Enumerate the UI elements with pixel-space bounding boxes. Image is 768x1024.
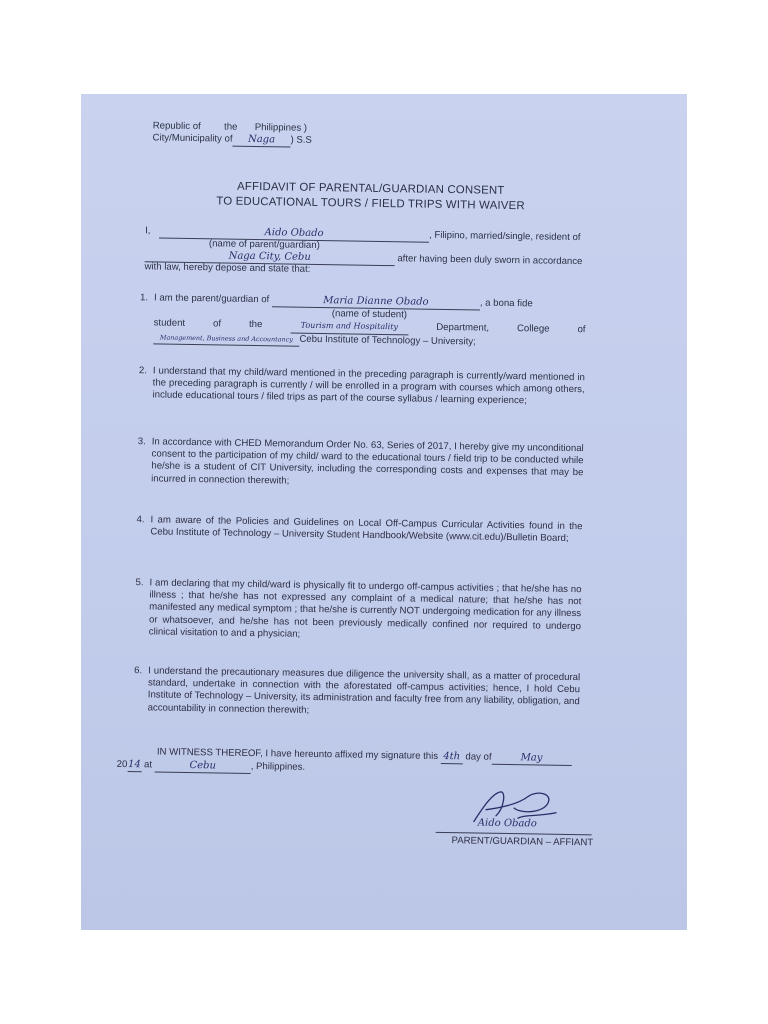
- intro-paragraph: [144, 225, 590, 280]
- document-photo: [81, 94, 687, 930]
- item-text: I understand the precautionary measures due diligence the university shall, as a matter of procedural standard, undertake in connection with the aforestated off-campus activities; hence, I hold Cebu Institute of Technology – University, its administration and faculty free from any liability, obligation, and accountability in connection therewith;: [147, 665, 581, 716]
- list-item: [139, 292, 586, 351]
- witness-clause: [117, 746, 582, 780]
- item-number: 4.: [136, 514, 145, 526]
- residence-value: Naga City, Cebu: [145, 249, 395, 266]
- affidavit-title: [145, 178, 595, 215]
- of-label-2: of: [577, 324, 586, 336]
- item-text: I understand that my child/ward mentioned in the preceding paragraph is currently/ward mentioned in the preceding paragraph is currently / will be enrolled in a program with courses which among others, include educational tours / filed trips as part of the course syllabus / learning experience;: [152, 365, 585, 407]
- department-label: Department,: [436, 322, 490, 335]
- ss-label: ) S.S: [290, 134, 312, 147]
- venue-header: [152, 120, 352, 149]
- month-value: May: [491, 752, 571, 766]
- year-value: 14: [127, 759, 141, 772]
- list-item: [134, 665, 581, 721]
- witness-text: IN WITNESS THEREOF, I have hereunto affixed my signature this: [156, 746, 439, 762]
- the-label: the: [224, 121, 238, 133]
- list-item: [138, 365, 585, 408]
- student-caption: (name of student): [331, 308, 408, 321]
- day-label: day of: [465, 751, 492, 763]
- signature-name: Aido Obado: [477, 817, 537, 830]
- republic-label: Republic of: [152, 120, 201, 133]
- item-number: 3.: [137, 436, 146, 448]
- title-line-2: TO EDUCATIONAL TOURS / FIELD TRIPS WITH WAIVER: [216, 195, 525, 213]
- law-text: with law, hereby depose and state that:: [144, 261, 311, 275]
- item-number: 5.: [135, 577, 144, 589]
- sworn-text: after having been duly sworn in accordance: [397, 253, 583, 268]
- list-item: [137, 436, 584, 492]
- student-name: Maria Dianne Obado: [272, 294, 480, 310]
- item-text: I am declaring that my child/ward is physically fit to undergo off-campus activities ; that he/she has no illness ; that he/she has not expressed any complaint of a medical nature; that he/she has not manifested any medical symptom ; that he/she is currently NOT undergoing medication for any illness or whatsoever, and he/she has not been previously medically confined nor required to undergo clinical visitation to and a physician;: [148, 577, 582, 640]
- signature-block: [436, 795, 596, 849]
- country-label: Philippines ): [254, 121, 308, 134]
- country-text: , Philippines.: [250, 761, 306, 774]
- bona-fide-text: , a bona fide: [479, 297, 533, 310]
- parent-caption: (name of parent/guardian): [208, 238, 320, 252]
- item-number: 6.: [134, 665, 143, 677]
- item-text: I am aware of the Policies and Guidelines on Local Off-Campus Curricular Activities found in the Cebu Institute of Technology – University Student Handbook/Website (www.cit.edu)/Bulletin Board;: [150, 514, 583, 545]
- signature-caption: PARENT/GUARDIAN – AFFIANT: [451, 835, 594, 849]
- at-label: at: [143, 759, 153, 771]
- affidavit-sheet: [81, 94, 687, 930]
- place-value: Cebu: [155, 760, 251, 775]
- student-label: student: [153, 317, 186, 330]
- i-label: I,: [145, 225, 151, 237]
- list-item: [136, 514, 583, 545]
- college-value: Management, Business and Accountancy: [153, 331, 299, 346]
- college-label: College: [516, 323, 550, 336]
- city-label: City/Municipality of: [152, 132, 233, 145]
- status-text: , Filipino, married/single, resident of: [428, 229, 581, 244]
- year-prefix: 20: [116, 759, 128, 771]
- item-text: In accordance with CHED Memorandum Order No. 63, Series of 2017, I hereby give my unconditional consent to the participation of my child/ ward to the educational tours / field trip to be conducted while he/she is a student of CIT University, including the corresponding costs and expenses that may be incurred in connection therewith;: [151, 436, 584, 487]
- day-value: 4th: [441, 751, 463, 765]
- department-value: Tourism and Hospitality: [290, 320, 408, 335]
- the-label-2: the: [248, 319, 263, 331]
- parent-name: Aido Obado: [159, 225, 429, 242]
- item-number: 1.: [139, 292, 149, 304]
- title-line-1: AFFIDAVIT OF PARENTAL/GUARDIAN CONSENT: [236, 180, 505, 197]
- list-item: [135, 577, 582, 645]
- of-label: of: [212, 318, 222, 330]
- item1-lead: I am the parent/guardian of: [153, 292, 270, 306]
- school-name: Cebu Institute of Technology – University;: [299, 333, 476, 348]
- city-value: Naga: [232, 134, 290, 148]
- item-number: 2.: [138, 365, 148, 377]
